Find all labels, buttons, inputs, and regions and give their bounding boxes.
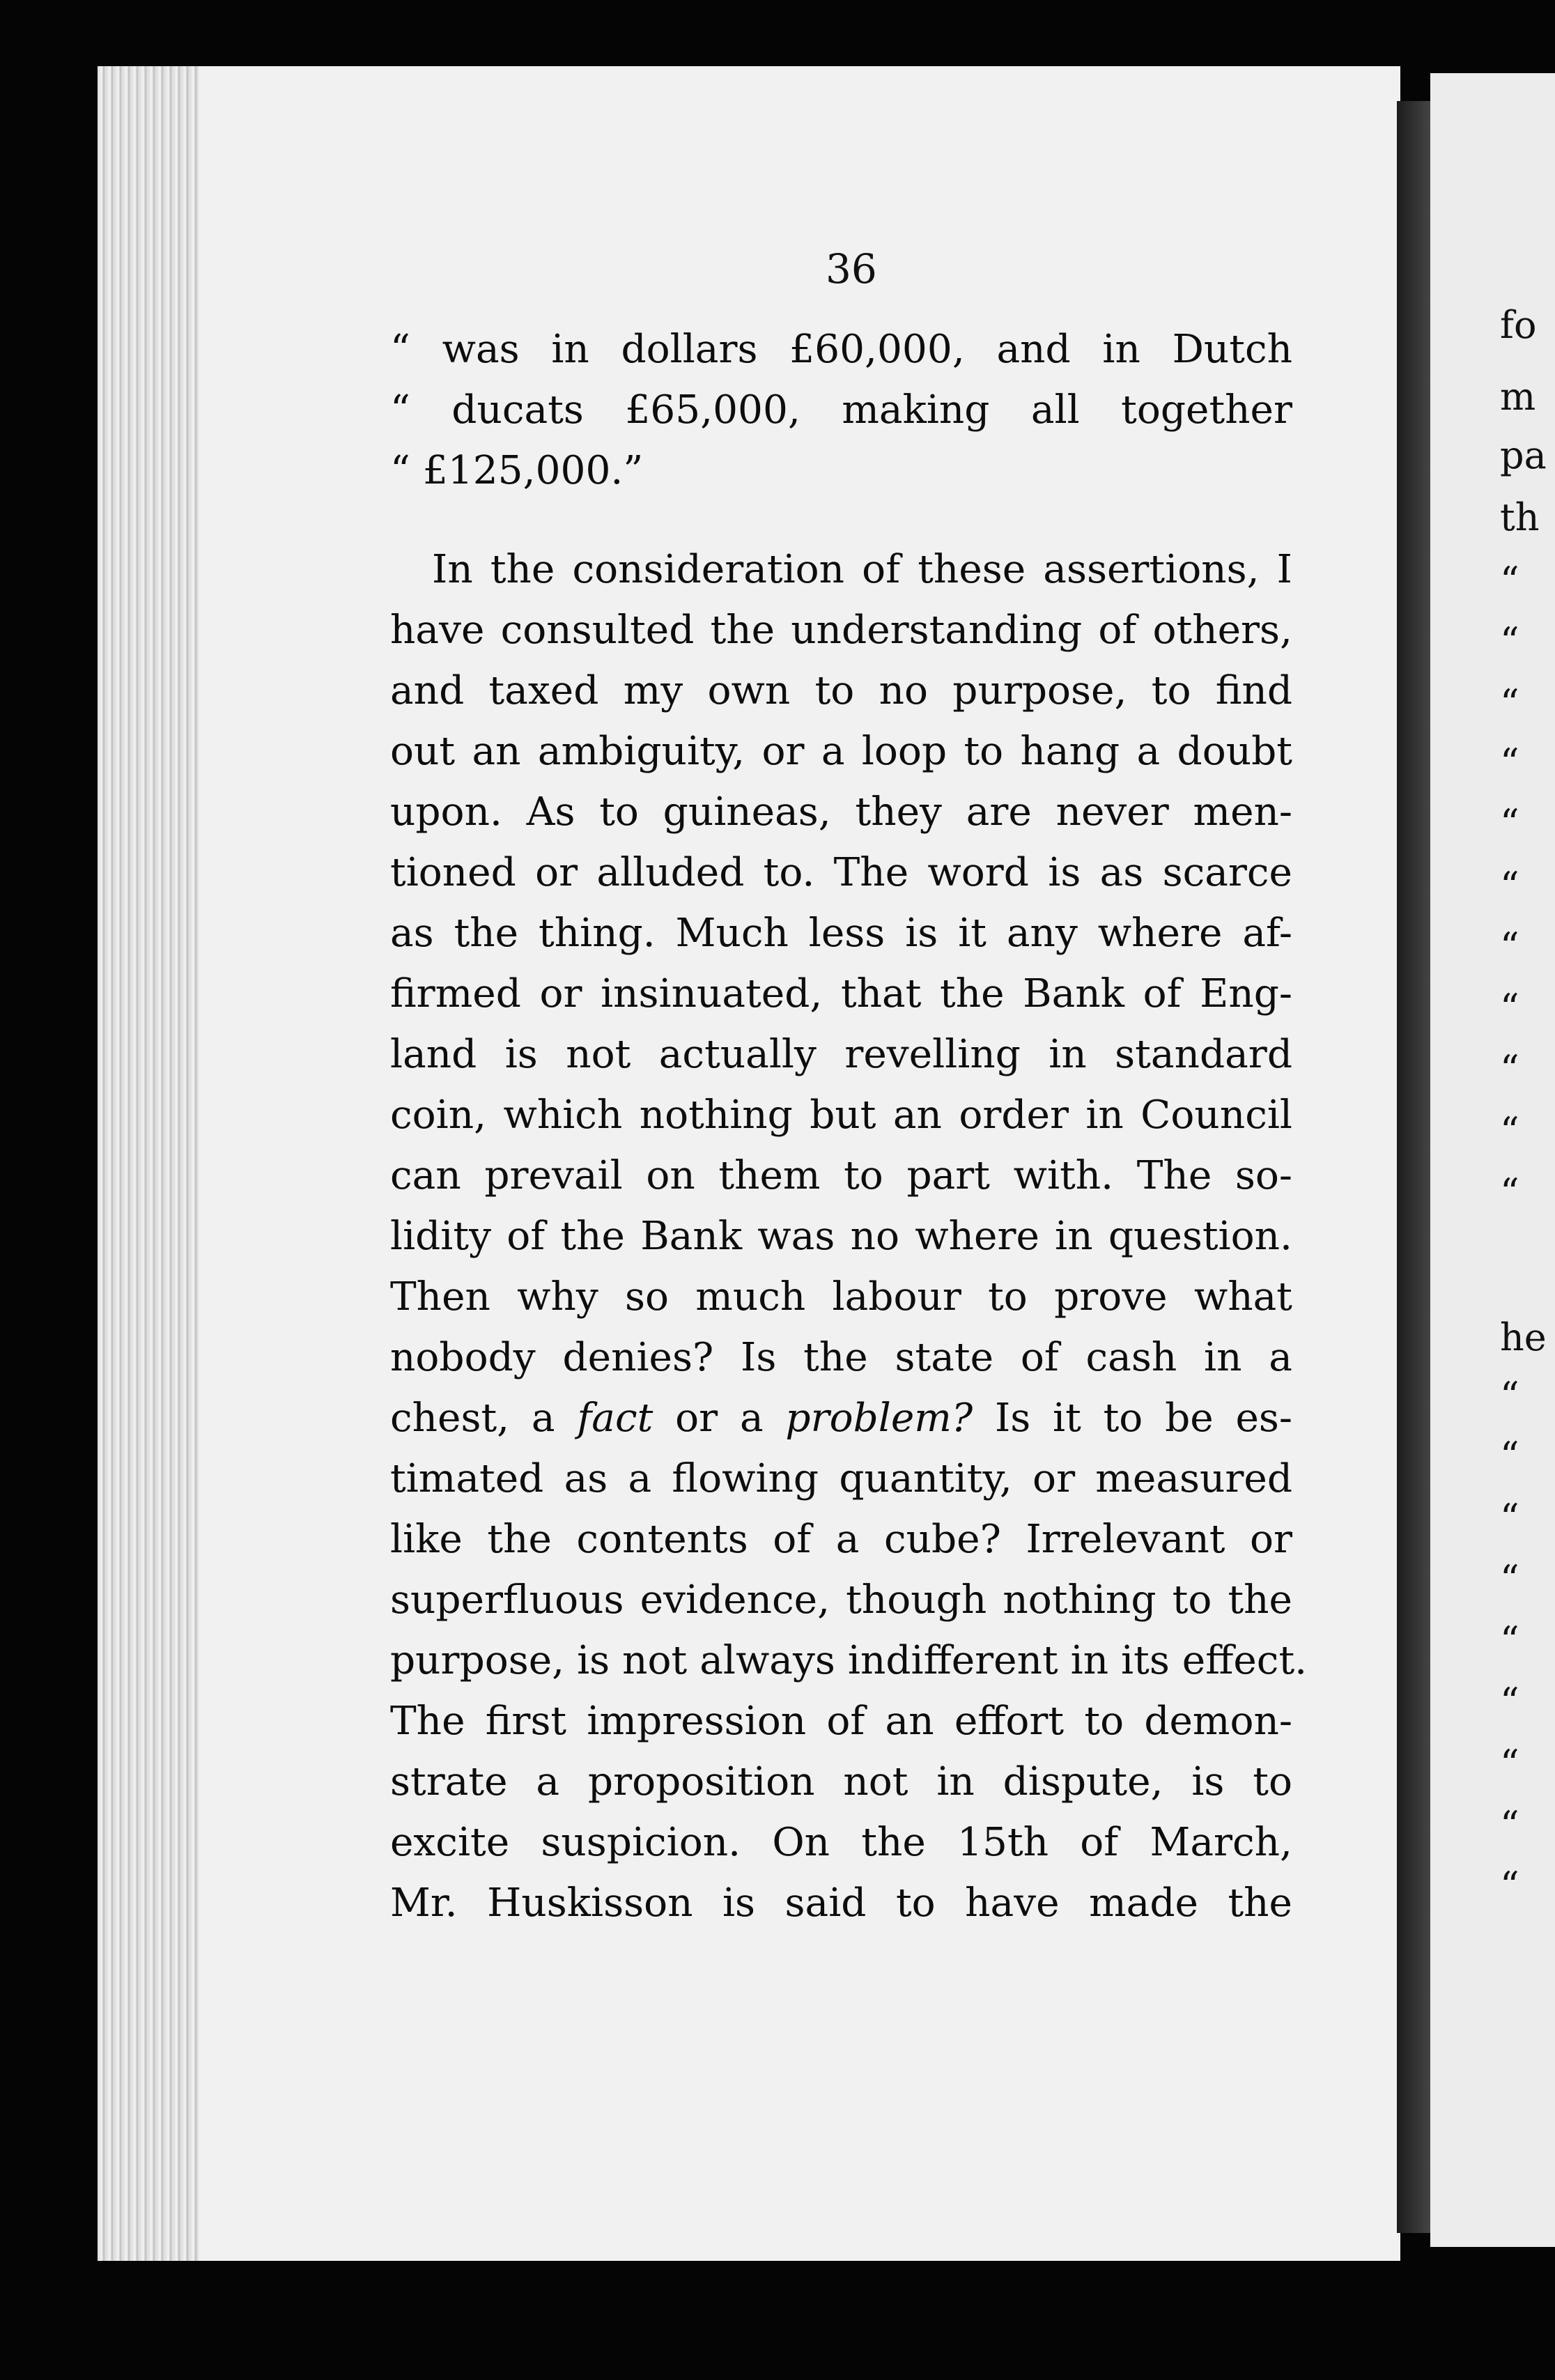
facing-line-fragment: “ — [1500, 619, 1519, 663]
facing-line-fragment: “ — [1500, 1803, 1519, 1847]
paragraph-line-18: superfluous evidence, though nothing to the — [390, 1577, 1292, 1623]
page-edges — [98, 66, 202, 2261]
facing-line-fragment: “ — [1500, 986, 1519, 1030]
page-number: 36 — [826, 245, 877, 293]
paragraph-line-23: Mr. Huskisson is said to have made the — [390, 1880, 1292, 1926]
paragraph-line-1: In the consideration of these assertions, I — [432, 547, 1292, 592]
paragraph-line-9: land is not actually revelling in standard — [390, 1032, 1292, 1077]
facing-line-fragment: “ — [1500, 1170, 1519, 1214]
facing-line-fragment: he — [1500, 1315, 1547, 1359]
facing-line-fragment: “ — [1500, 741, 1519, 785]
facing-line-fragment: “ — [1500, 1496, 1519, 1540]
facing-line-fragment: th — [1500, 495, 1540, 539]
facing-line-fragment: “ — [1500, 1742, 1519, 1786]
facing-line-fragment: “ — [1500, 1618, 1519, 1662]
line-15-post: Is it to be es- — [973, 1396, 1293, 1441]
facing-line-fragment: “ — [1500, 1557, 1519, 1601]
paragraph-line-6: tioned or alluded to. The word is as scarce — [390, 850, 1292, 895]
italic-fact: fact — [577, 1396, 653, 1441]
facing-line-fragment: “ — [1500, 1109, 1519, 1153]
facing-line-fragment: pa — [1500, 433, 1547, 477]
facing-line-fragment: “ — [1500, 1680, 1519, 1724]
facing-page — [1430, 73, 1555, 2247]
line-15-pre: chest, a — [390, 1396, 578, 1441]
facing-line-fragment: “ — [1500, 681, 1519, 725]
facing-line-fragment: “ — [1500, 1047, 1519, 1091]
facing-line-fragment: fo — [1500, 303, 1537, 347]
quote-line-3: “ £125,000.” — [390, 448, 644, 493]
facing-line-fragment: “ — [1500, 1864, 1519, 1908]
facing-line-fragment: “ — [1500, 559, 1519, 603]
paragraph-line-21: strate a proposition not in dispute, is to — [390, 1759, 1292, 1805]
paragraph-line-4: out an ambiguity, or a loop to hang a doubt — [390, 729, 1292, 774]
paragraph-line-14: nobody denies? Is the state of cash in a — [390, 1335, 1292, 1380]
italic-problem: problem? — [785, 1396, 973, 1441]
facing-line-fragment: “ — [1500, 1374, 1519, 1418]
facing-line-fragment: “ — [1500, 1434, 1519, 1478]
line-15-mid: or a — [653, 1396, 786, 1441]
paragraph-line-11: can prevail on them to part with. The so- — [390, 1153, 1292, 1198]
quote-line-1: “ was in dollars £60,000, and in Dutch — [390, 327, 1292, 372]
paragraph-line-2: have consulted the understanding of others, — [390, 608, 1292, 653]
paragraph-line-12: lidity of the Bank was no where in question. — [390, 1214, 1292, 1259]
paragraph-line-10: coin, which nothing but an order in Council — [390, 1092, 1292, 1138]
paragraph-line-13: Then why so much labour to prove what — [390, 1274, 1292, 1320]
quote-line-2: “ ducats £65,000, making all together — [390, 387, 1292, 433]
book-gutter — [1397, 101, 1430, 2233]
paragraph-line-16: timated as a flowing quantity, or measured — [390, 1456, 1292, 1501]
facing-line-fragment: m — [1500, 375, 1536, 419]
paragraph-line-3: and taxed my own to no purpose, to find — [390, 668, 1292, 713]
paragraph-line-17: like the contents of a cube? Irrelevant or — [390, 1517, 1292, 1562]
facing-line-fragment: “ — [1500, 864, 1519, 908]
paragraph-line-15 — [390, 1388, 1292, 1448]
paragraph-line-19: purpose, is not always indifferent in its effect. — [390, 1638, 1308, 1683]
paragraph-line-7: as the thing. Much less is it any where af- — [390, 911, 1292, 956]
paragraph-line-5: upon. As to guineas, they are never men- — [390, 789, 1292, 835]
page-text — [390, 319, 1308, 1933]
facing-line-fragment: “ — [1500, 925, 1519, 968]
paragraph-line-8: firmed or insinuated, that the Bank of Eng- — [390, 971, 1292, 1017]
paragraph-line-22: excite suspicion. On the 15th of March, — [390, 1820, 1292, 1865]
paragraph-line-20: The first impression of an effort to demon- — [390, 1699, 1292, 1744]
facing-line-fragment: “ — [1500, 801, 1519, 845]
